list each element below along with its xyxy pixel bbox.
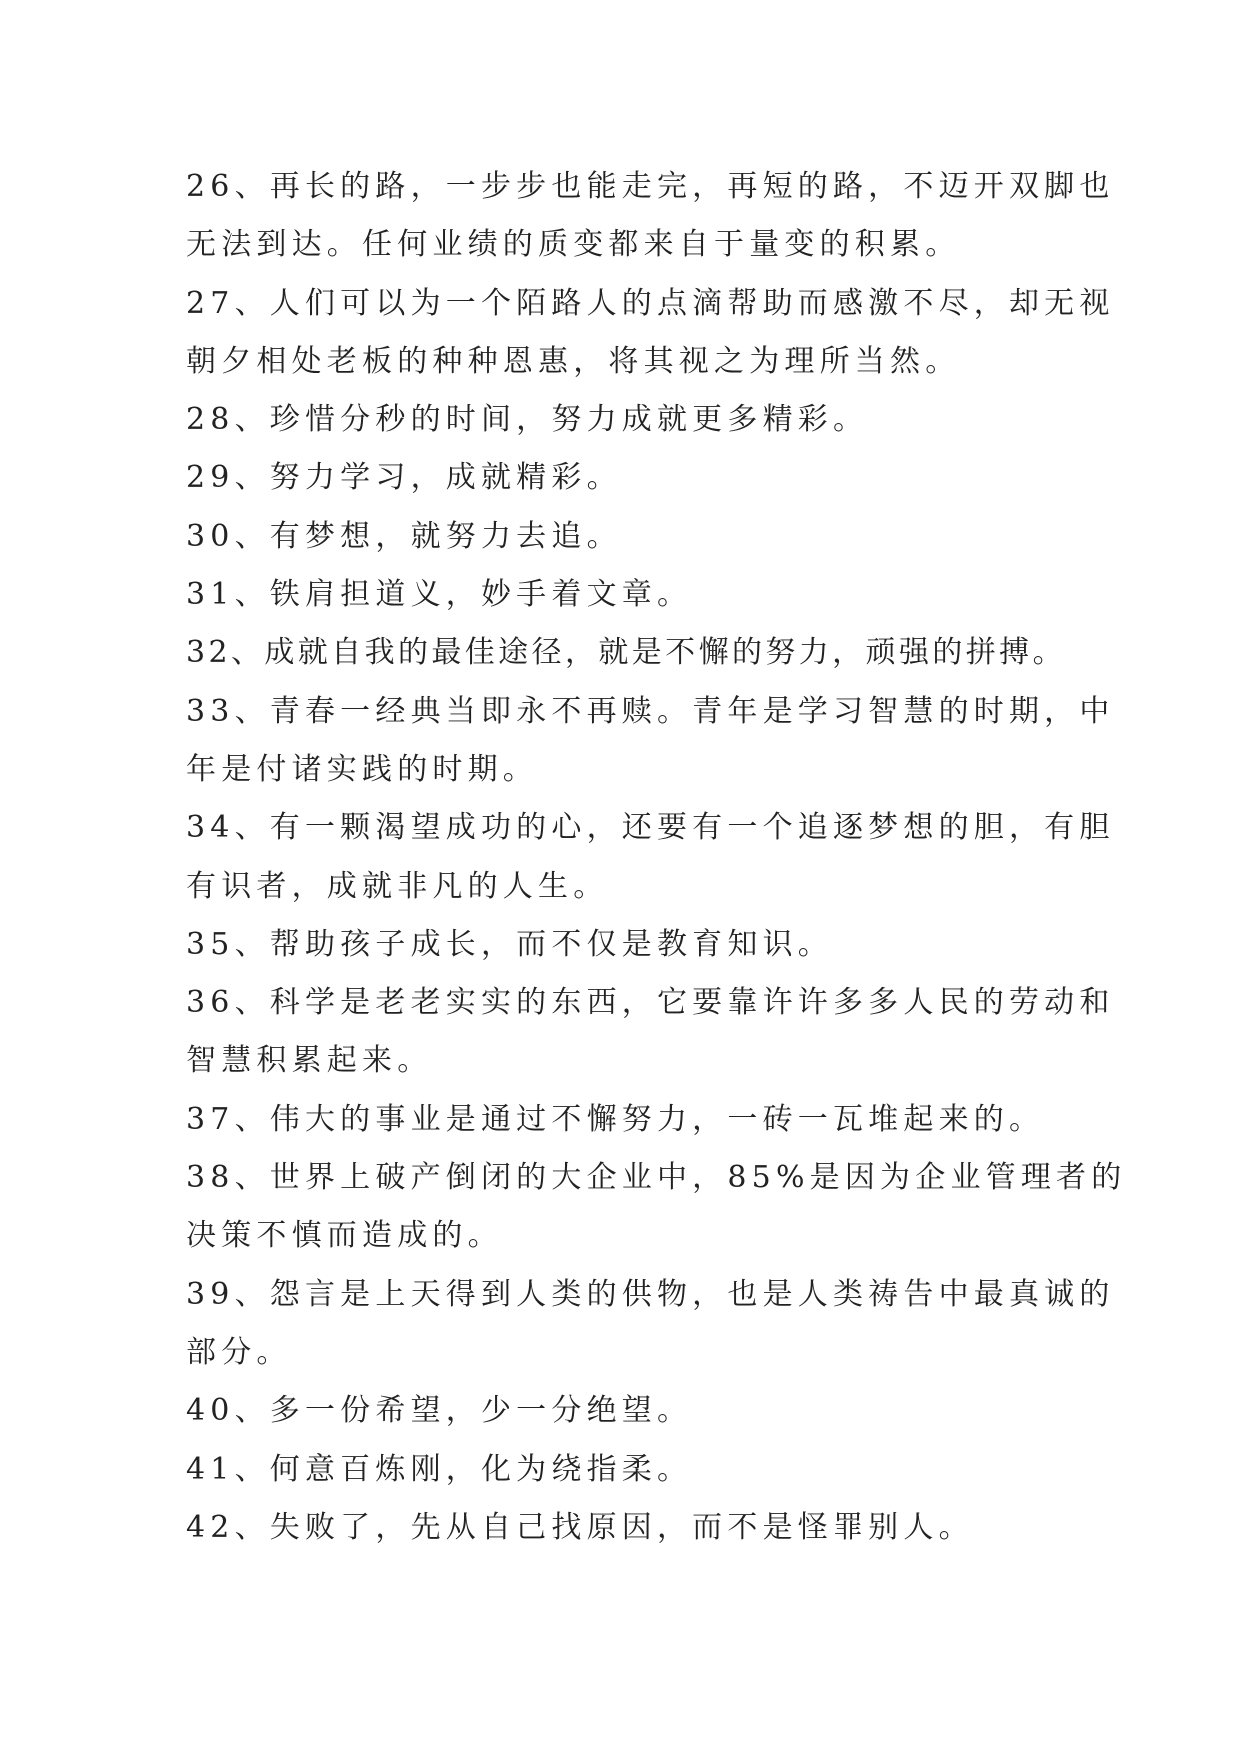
text-line: 智慧积累起来。 (186, 1043, 433, 1079)
text-line: 42、失败了，先从自己找原因，而不是怪罪别人。 (186, 1509, 974, 1545)
text-line: 年是付诸实践的时期。 (186, 751, 538, 787)
text-line: 35、帮助孩子成长，而不仅是教育知识。 (186, 926, 833, 962)
text-line: 27、人们可以为一个陌路人的点滴帮助而感激不尽，却无视 (186, 285, 1115, 321)
text-line: 30、有梦想，就努力去追。 (186, 518, 622, 554)
text-line: 36、科学是老老实实的东西，它要靠许许多多人民的劳动和 (186, 985, 1115, 1021)
text-line: 34、有一颗渴望成功的心，还要有一个追逐梦想的胆，有胆 (186, 810, 1115, 846)
text-line: 32、成就自我的最佳途径，就是不懈的努力，顽强的拼搏。 (186, 635, 1066, 671)
text-line: 28、珍惜分秒的时间，努力成就更多精彩。 (186, 402, 869, 438)
text-line: 决策不慎而造成的。 (186, 1218, 503, 1254)
document-body (186, 158, 1127, 1557)
text-line: 37、伟大的事业是通过不懈努力，一砖一瓦堆起来的。 (186, 1101, 1045, 1137)
text-line: 无法到达。任何业绩的质变都来自于量变的积累。 (186, 227, 961, 263)
text-line: 有识者，成就非凡的人生。 (186, 868, 609, 904)
text-line: 部分。 (186, 1334, 292, 1370)
text-line: 朝夕相处老板的种种恩惠，将其视之为理所当然。 (186, 343, 961, 379)
text-line: 38、世界上破产倒闭的大企业中，85%是因为企业管理者的 (186, 1160, 1127, 1196)
text-line: 26、再长的路，一步步也能走完，再短的路，不迈开双脚也 (186, 169, 1115, 204)
text-line: 39、怨言是上天得到人类的供物，也是人类祷告中最真诚的 (186, 1276, 1115, 1312)
text-line: 31、铁肩担道义，妙手着文章。 (186, 577, 693, 613)
text-line: 41、何意百炼刚，化为绕指柔。 (186, 1451, 693, 1487)
text-line: 29、努力学习，成就精彩。 (186, 460, 622, 496)
text-line: 40、多一份希望，少一分绝望。 (186, 1393, 693, 1429)
text-line: 33、青春一经典当即永不再赎。青年是学习智慧的时期，中 (186, 693, 1115, 729)
